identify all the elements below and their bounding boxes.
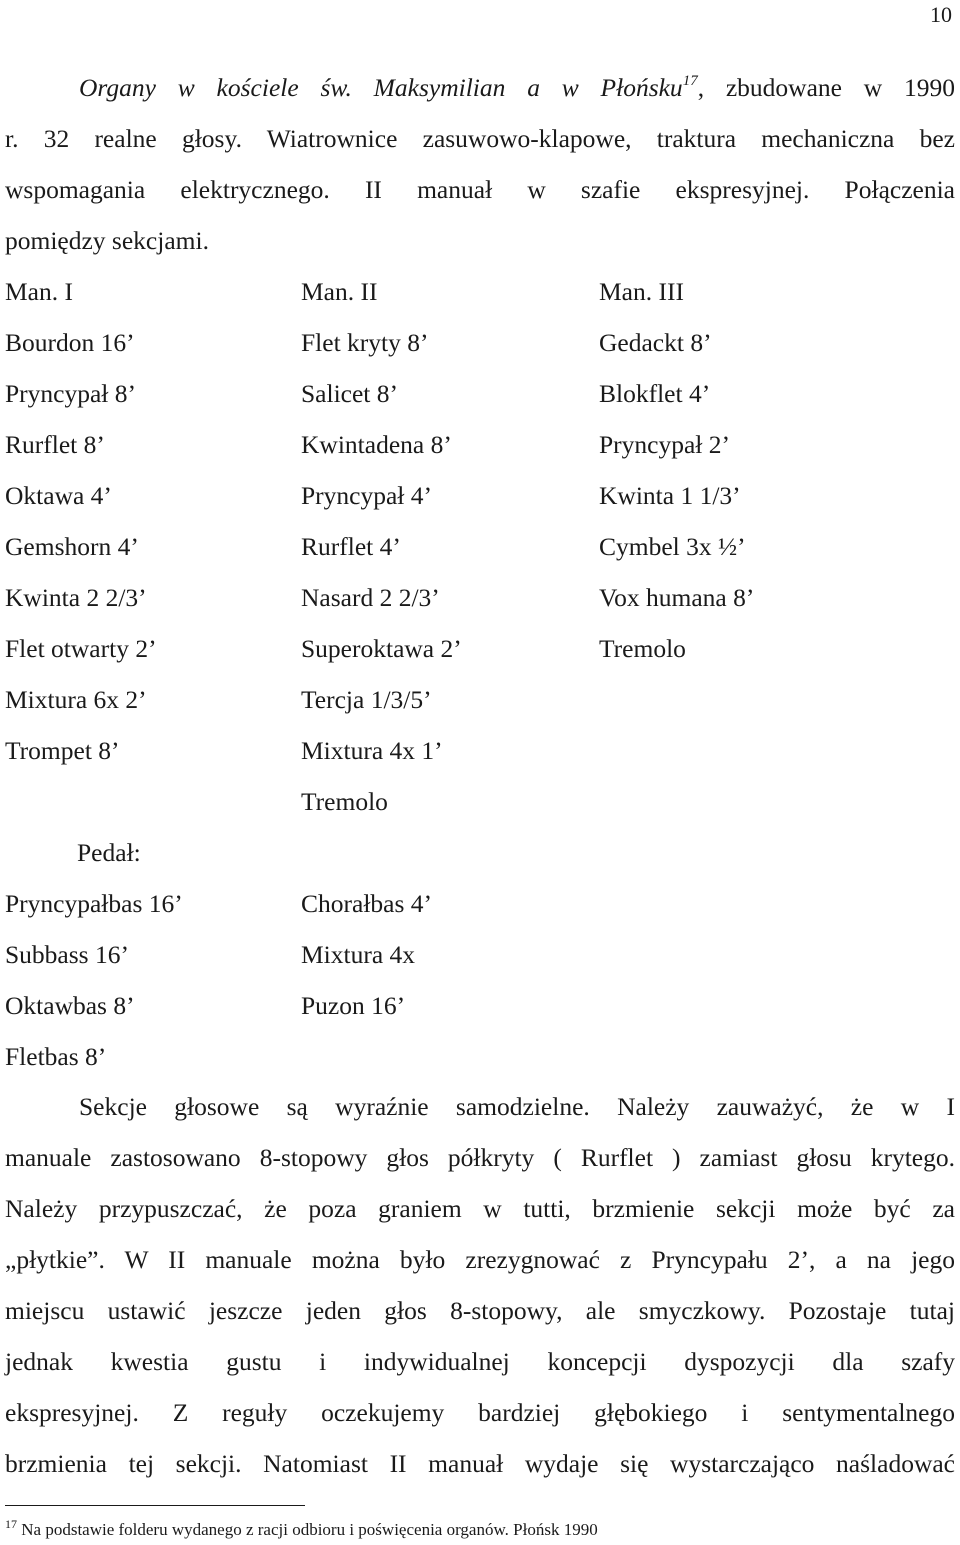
intro-line-1-rest: , zbudowane w 1990 — [697, 73, 955, 102]
pedal-stop: Subbass 16’ — [5, 940, 129, 969]
stop-name: Gedackt 8’ — [599, 328, 712, 357]
footnote-ref: 17 — [682, 73, 698, 89]
manual-header-3: Man. III — [599, 277, 684, 306]
paragraph-line: Sekcje głosowe są wyraźnie samodzielne. Należy zauważyć, że w I — [79, 1092, 955, 1121]
pedal-stop: Mixtura 4x — [301, 940, 416, 969]
stop-name: Rurflet 4’ — [301, 532, 401, 561]
stop-name: Kwintadena 8’ — [301, 430, 452, 459]
stop-name: Bourdon 16’ — [5, 328, 135, 357]
footnote-text: Na podstawie folderu wydanego z racji odbioru i poświęcenia organów. Płońsk 1990 — [17, 1520, 598, 1539]
pedal-stop: Chorałbas 4’ — [301, 889, 433, 918]
page-number: 10 — [930, 2, 952, 27]
stop-name: Cymbel 3x ½’ — [599, 532, 746, 561]
stop-name: Trompet 8’ — [5, 736, 120, 765]
pedal-stop: Pryncypałbas 16’ — [5, 889, 183, 918]
pedal-stop: Oktawbas 8’ — [5, 991, 135, 1020]
paragraph-line: miejscu ustawić jeszcze jeden głos 8-stopowy, ale smyczkowy. Pozostaje tutaj — [5, 1296, 955, 1325]
stop-name: Gemshorn 4’ — [5, 532, 139, 561]
stop-name: Mixtura 6x 2’ — [5, 685, 147, 714]
intro-line-2: r. 32 realne głosy. Wiatrownice zasuwowo-klapowe, traktura mechaniczna bez — [5, 124, 955, 153]
stop-name: Salicet 8’ — [301, 379, 399, 408]
pedal-stop: Puzon 16’ — [301, 991, 406, 1020]
footnote-divider — [5, 1505, 305, 1506]
pedal-stop: Fletbas 8’ — [5, 1042, 107, 1071]
paragraph-line: Należy przypuszczać, że poza graniem w tutti, brzmienie sekcji może być za — [5, 1194, 955, 1223]
stop-name: Pryncypał 2’ — [599, 430, 731, 459]
intro-line-4: pomiędzy sekcjami. — [5, 226, 209, 255]
stop-name: Pryncypał 4’ — [301, 481, 433, 510]
stop-name: Kwinta 2 2/3’ — [5, 583, 147, 612]
stop-name: Flet otwarty 2’ — [5, 634, 157, 663]
paragraph-line: manuale zastosowano 8-stopowy głos półkryty ( Rurflet ) zamiast głosu krytego. — [5, 1143, 955, 1172]
stop-name: Vox humana 8’ — [599, 583, 755, 612]
footnote-mark: 17 — [5, 1517, 17, 1531]
manual-header-2: Man. II — [301, 277, 378, 306]
stop-name: Blokflet 4’ — [599, 379, 711, 408]
stop-name: Oktawa 4’ — [5, 481, 112, 510]
paragraph-line: „płytkie”. W II manuale można było zrezygnować z Pryncypału 2’, a na jego — [5, 1245, 955, 1274]
footnote — [5, 1517, 598, 1540]
stop-name: Tremolo — [599, 634, 686, 663]
stop-name: Superoktawa 2’ — [301, 634, 462, 663]
intro-line-1 — [79, 73, 955, 103]
stop-name: Tercja 1/3/5’ — [301, 685, 432, 714]
stop-name: Pryncypał 8’ — [5, 379, 137, 408]
stop-name: Rurflet 8’ — [5, 430, 105, 459]
paragraph-line: jednak kwestia gustu i indywidualnej koncepcji dyspozycji dla szafy — [5, 1347, 955, 1376]
paragraph-line: ekspresyjnej. Z reguły oczekujemy bardziej głębokiego i sentymentalnego — [5, 1398, 955, 1427]
stop-name: Mixtura 4x 1’ — [301, 736, 443, 765]
stop-name: Flet kryty 8’ — [301, 328, 429, 357]
stop-name: Kwinta 1 1/3’ — [599, 481, 741, 510]
organ-title: Organy w kościele św. Maksymilian a w Płońsku — [79, 73, 683, 102]
paragraph-line: brzmienia tej sekcji. Natomiast II manuał wydaje się wystarczająco naśladować — [5, 1449, 955, 1478]
pedal-heading: Pedał: — [77, 838, 141, 867]
manual-header-1: Man. I — [5, 277, 73, 306]
stop-name: Tremolo — [301, 787, 388, 816]
intro-line-3: wspomagania elektrycznego. II manuał w szafie ekspresyjnej. Połączenia — [5, 175, 955, 204]
stop-name: Nasard 2 2/3’ — [301, 583, 440, 612]
